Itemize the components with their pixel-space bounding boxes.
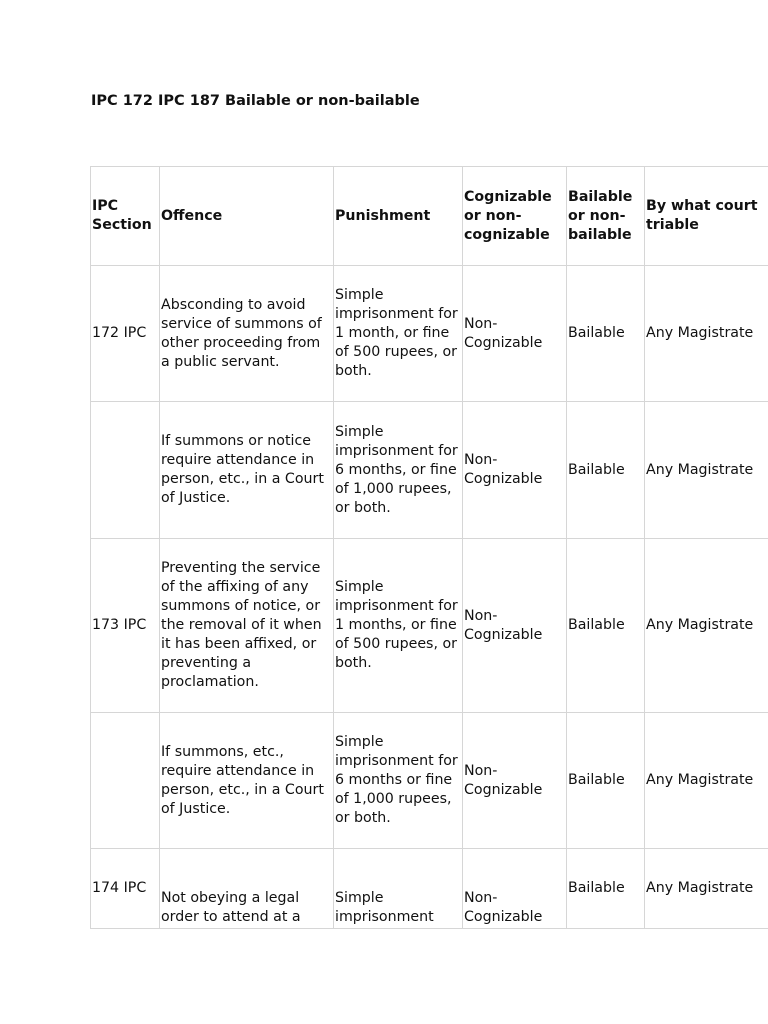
table-body: [91, 266, 768, 929]
cell-section: [91, 713, 160, 849]
cell-bailable: Bailable: [567, 402, 645, 539]
table-row: [91, 266, 768, 402]
cell-punishment: Simple imprisonment for 6 months, or fine of 1,000 rupees, or both.: [334, 402, 463, 539]
cell-cognizable: Non-Cognizable: [463, 539, 567, 713]
cell-court: Any Magistrate: [645, 849, 768, 929]
table-row: [91, 849, 768, 929]
table-header: [91, 167, 768, 266]
page-title: IPC 172 IPC 187 Bailable or non-bailable: [91, 93, 420, 109]
cell-cognizable: Non-Cognizable: [463, 713, 567, 849]
cell-section: 174 IPC: [91, 849, 160, 929]
header-cognizable: Cognizable or non-cognizable: [463, 167, 567, 266]
header-section: IPC Section: [91, 167, 160, 266]
cell-bailable: Bailable: [567, 539, 645, 713]
cell-bailable: Bailable: [567, 266, 645, 402]
ipc-table: [90, 166, 768, 929]
cell-punishment: Simple imprisonment for 6 months or fine of 1,000 rupees, or both.: [334, 713, 463, 849]
cell-court: Any Magistrate: [645, 266, 768, 402]
cell-section: 172 IPC: [91, 266, 160, 402]
header-row: [91, 167, 768, 266]
cell-offence: If summons, etc., require attendance in person, etc., in a Court of Justice.: [160, 713, 334, 849]
cell-punishment: Simple imprisonment for 1 month, or fine of 500 rupees, or both.: [334, 266, 463, 402]
cell-cognizable: Non-Cognizable: [463, 849, 567, 929]
cell-court: Any Magistrate: [645, 402, 768, 539]
cell-section: 173 IPC: [91, 539, 160, 713]
cell-punishment: Simple imprisonment for 1 months, or fine of 500 rupees, or both.: [334, 539, 463, 713]
header-offence: Offence: [160, 167, 334, 266]
cell-punishment: Simple imprisonment: [334, 849, 463, 929]
cell-offence: Not obeying a legal order to attend at a: [160, 849, 334, 929]
table-row: [91, 539, 768, 713]
table-row: [91, 402, 768, 539]
cell-bailable: Bailable: [567, 713, 645, 849]
cell-court: Any Magistrate: [645, 713, 768, 849]
header-bailable: Bailable or non-bailable: [567, 167, 645, 266]
cell-offence: If summons or notice require attendance in person, etc., in a Court of Justice.: [160, 402, 334, 539]
cell-cognizable: Non-Cognizable: [463, 266, 567, 402]
cell-bailable: Bailable: [567, 849, 645, 929]
cell-section: [91, 402, 160, 539]
cell-court: Any Magistrate: [645, 539, 768, 713]
header-punishment: Punishment: [334, 167, 463, 266]
table-row: [91, 713, 768, 849]
cell-cognizable: Non-Cognizable: [463, 402, 567, 539]
header-court: By what court triable: [645, 167, 768, 266]
cell-offence: Preventing the service of the affixing of any summons of notice, or the removal of it when it has been affixed, or preventing a proclamation.: [160, 539, 334, 713]
cell-offence: Absconding to avoid service of summons of other proceeding from a public servant.: [160, 266, 334, 402]
